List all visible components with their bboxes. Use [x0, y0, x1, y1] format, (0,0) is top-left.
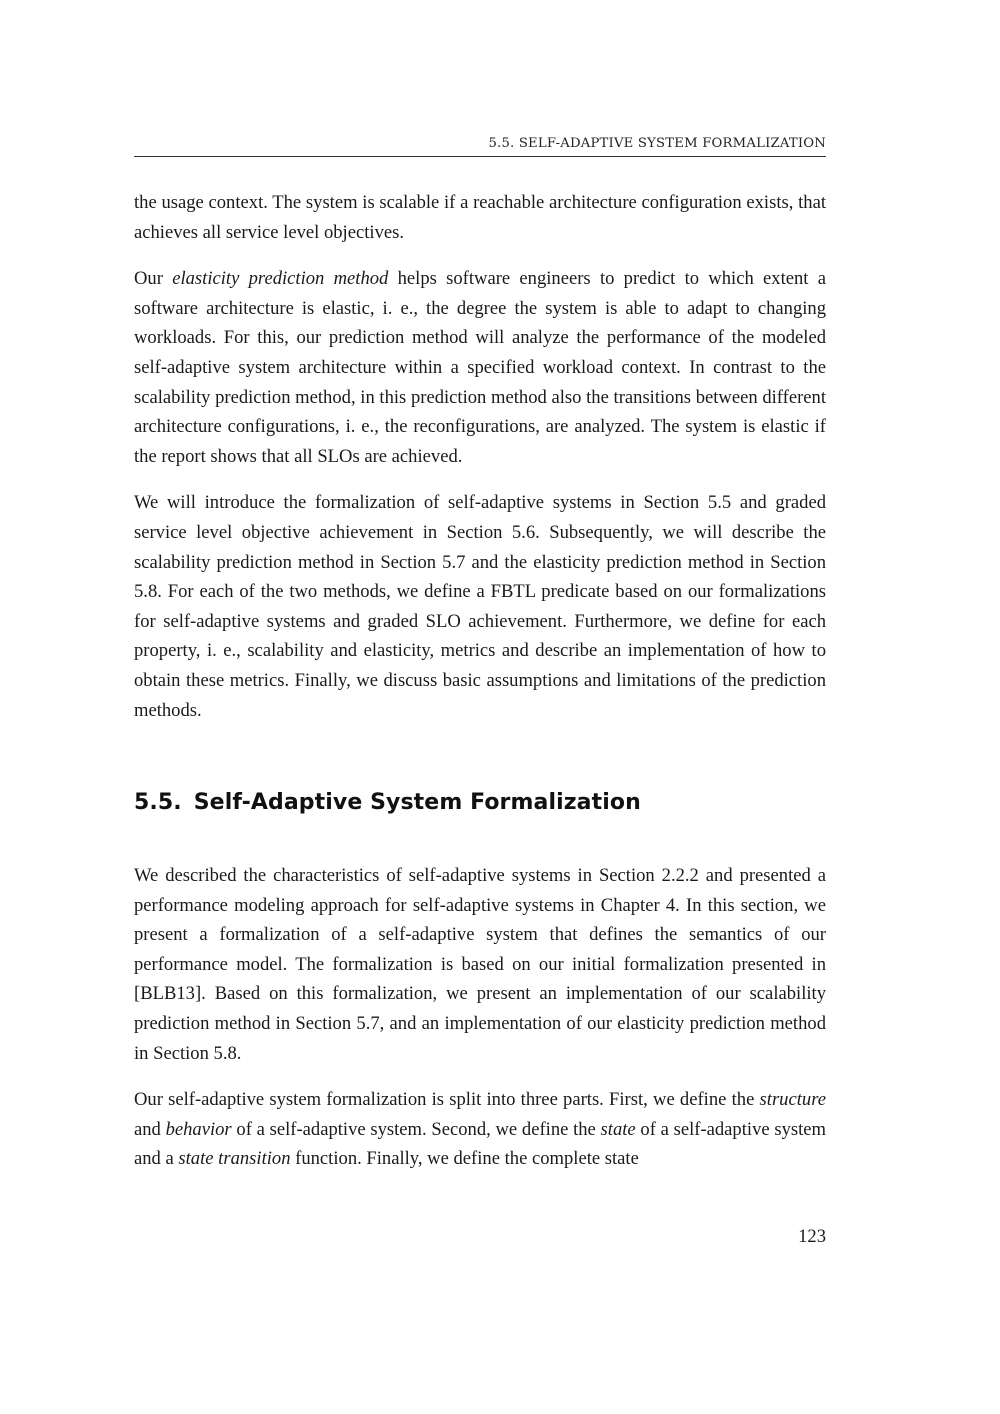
header-rule — [134, 156, 826, 157]
paragraph-text: and — [134, 1118, 166, 1140]
running-header: 5.5. SELF-ADAPTIVE SYSTEM FORMALIZATION — [488, 136, 826, 151]
section-number: 5.5. — [134, 790, 182, 815]
page-number: 123 — [798, 1226, 826, 1247]
section-title: Self-Adaptive System Formalization — [193, 790, 641, 815]
paragraph-text: function. Finally, we define the complete state — [290, 1148, 639, 1170]
paragraph-usage-context: the usage context. The system is scalable if a reachable architecture configuration exists, that achieves all service level objectives. — [134, 192, 826, 243]
paragraph-text: of a self-adaptive system and a — [134, 1118, 826, 1170]
emphasis-text: elasticity prediction method — [172, 268, 389, 290]
paragraph-text: Our self-adaptive system formalization is split into three parts. First, we define the — [134, 1089, 760, 1111]
paragraph-text: of a self-adaptive system. Second, we define the — [231, 1118, 601, 1140]
paragraph-text: helps software engineers to predict to which extent a software architecture is elastic, i. e., the degree the system is able to adapt to changing workloads. For this, our prediction method will analyze the performance of the modeled self-adaptive system architecture within a specified workload context. In contrast to the scalability prediction method, in this prediction method also the transitions between different architecture configurations, i. e., the reconfigurations, are analyzed. The system is elastic if the report shows that all SLOs are achieved. — [134, 268, 826, 467]
paragraph-formalization-parts — [134, 1085, 826, 1174]
emphasis-text: state transition — [178, 1148, 291, 1170]
emphasis-text: behavior — [165, 1118, 232, 1140]
section-text-block — [134, 861, 826, 1191]
paragraph-overview: We will introduce the formalization of self-adaptive systems in Section 5.5 and graded service level objective achievement in Section 5.6. Subsequently, we will describe the scalability prediction method in Section 5.7 and the elasticity prediction method in Section 5.8. For each of the two methods, we define a FBTL predicate based on our formalizations for self-adaptive systems and graded SLO achievement. Furthermore, we define for each property, i. e., scalability and elasticity, metrics and describe an implementation of how to obtain these metrics. Finally, we discuss basic assumptions and limitations of the prediction methods. — [134, 492, 826, 721]
section-heading — [134, 790, 826, 815]
emphasis-text: structure — [759, 1089, 826, 1111]
intro-text-block — [134, 188, 826, 742]
paragraph-characteristics: We described the characteristics of self-adaptive systems in Section 2.2.2 and presented a performance modeling approach for self-adaptive systems in Chapter 4. In this section, we present a formalization of a self-adaptive system that defines the semantics of our performance model. The formalization is based on our initial formalization presented in [BLB13]. Based on this formalization, we present an implementation of our scalability prediction method in Section 5.7, and an implementation of our elasticity prediction method in Section 5.8. — [134, 865, 826, 1064]
paragraph-text: Our — [134, 268, 173, 290]
paragraph-elasticity-method — [134, 264, 826, 471]
emphasis-text: state — [600, 1118, 636, 1140]
